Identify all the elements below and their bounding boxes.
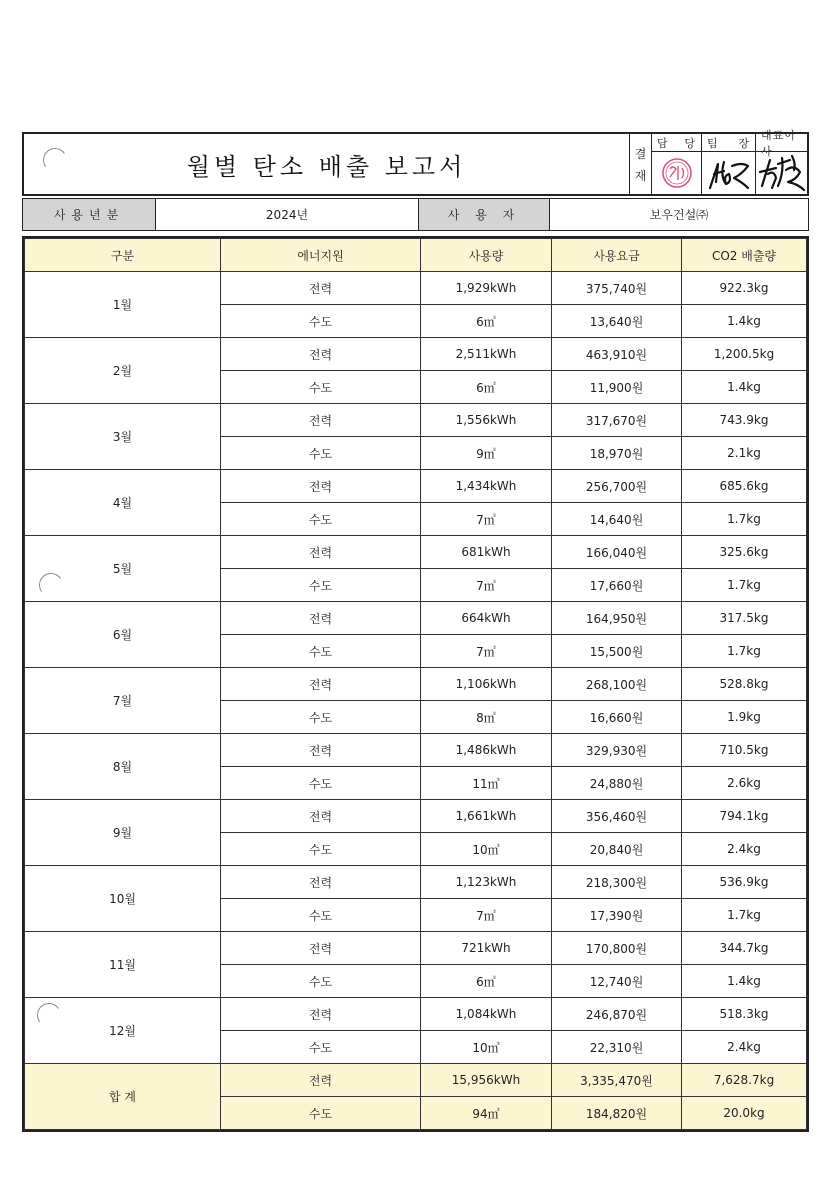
fee-cell: 15,500원 — [552, 635, 682, 668]
table-row — [25, 734, 807, 767]
usage-cell: 1,123kWh — [421, 866, 552, 899]
energy-source-cell: 전력 — [221, 536, 421, 569]
energy-source-cell: 수도 — [221, 899, 421, 932]
co2-cell: 7,628.7kg — [682, 1064, 807, 1097]
table-row — [25, 272, 807, 305]
month-label: 9월 — [25, 800, 221, 866]
fee-cell: 166,040원 — [552, 536, 682, 569]
co2-cell: 1.7kg — [682, 635, 807, 668]
table-row — [25, 998, 807, 1031]
month-label: 5월 — [25, 536, 221, 602]
usage-cell: 7㎥ — [421, 503, 552, 536]
usage-cell: 681kWh — [421, 536, 552, 569]
table-header-row — [25, 239, 807, 272]
fee-cell: 164,950원 — [552, 602, 682, 635]
co2-cell: 710.5kg — [682, 734, 807, 767]
table-row — [25, 404, 807, 437]
column-header: 에너지원 — [221, 239, 421, 272]
usage-cell: 11㎥ — [421, 767, 552, 800]
usage-cell: 1,556kWh — [421, 404, 552, 437]
usage-cell: 6㎥ — [421, 965, 552, 998]
approval-role: 대표이사 — [756, 134, 807, 152]
co2-cell: 685.6kg — [682, 470, 807, 503]
usage-cell: 1,434kWh — [421, 470, 552, 503]
year-value: 2024년 — [156, 199, 419, 230]
co2-cell: 1.7kg — [682, 569, 807, 602]
month-label: 3월 — [25, 404, 221, 470]
energy-source-cell: 전력 — [221, 338, 421, 371]
co2-cell: 1,200.5kg — [682, 338, 807, 371]
co2-cell: 2.6kg — [682, 767, 807, 800]
energy-source-cell: 수도 — [221, 701, 421, 734]
energy-source-cell: 전력 — [221, 404, 421, 437]
co2-cell: 2.4kg — [682, 1031, 807, 1064]
table-row — [25, 338, 807, 371]
usage-cell: 6㎥ — [421, 371, 552, 404]
energy-source-cell: 전력 — [221, 734, 421, 767]
month-label: 11월 — [25, 932, 221, 998]
fee-cell: 14,640원 — [552, 503, 682, 536]
usage-cell: 7㎥ — [421, 635, 552, 668]
fee-cell: 329,930원 — [552, 734, 682, 767]
co2-cell: 1.4kg — [682, 965, 807, 998]
fee-cell: 184,820원 — [552, 1097, 682, 1130]
co2-cell: 528.8kg — [682, 668, 807, 701]
energy-source-cell: 전력 — [221, 470, 421, 503]
handwritten-signature-icon — [702, 152, 756, 194]
table-row — [25, 668, 807, 701]
usage-cell: 94㎥ — [421, 1097, 552, 1130]
co2-cell: 1.4kg — [682, 371, 807, 404]
table-row — [25, 932, 807, 965]
fee-cell: 463,910원 — [552, 338, 682, 371]
energy-source-cell: 수도 — [221, 767, 421, 800]
usage-cell: 7㎥ — [421, 569, 552, 602]
month-label: 4월 — [25, 470, 221, 536]
approval-role: 담 당 — [652, 134, 701, 152]
co2-cell: 2.4kg — [682, 833, 807, 866]
table-row — [25, 602, 807, 635]
usage-cell: 15,956kWh — [421, 1064, 552, 1097]
co2-cell: 2.1kg — [682, 437, 807, 470]
table-row — [25, 866, 807, 899]
energy-source-cell: 전력 — [221, 272, 421, 305]
usage-cell: 2,511kWh — [421, 338, 552, 371]
usage-cell: 1,486kWh — [421, 734, 552, 767]
approval-team-leader — [702, 134, 756, 194]
co2-cell: 1.7kg — [682, 899, 807, 932]
usage-cell: 7㎥ — [421, 899, 552, 932]
fee-cell: 256,700원 — [552, 470, 682, 503]
energy-source-cell: 전력 — [221, 800, 421, 833]
energy-source-cell: 수도 — [221, 635, 421, 668]
fee-cell: 18,970원 — [552, 437, 682, 470]
co2-cell: 1.9kg — [682, 701, 807, 734]
co2-cell: 344.7kg — [682, 932, 807, 965]
fee-cell: 20,840원 — [552, 833, 682, 866]
fee-cell: 317,670원 — [552, 404, 682, 437]
co2-cell: 317.5kg — [682, 602, 807, 635]
fee-cell: 17,390원 — [552, 899, 682, 932]
approval-label — [630, 134, 652, 194]
fee-cell: 16,660원 — [552, 701, 682, 734]
approval-role: 팀 장 — [702, 134, 755, 152]
report-header — [22, 128, 809, 196]
usage-cell: 8㎥ — [421, 701, 552, 734]
fee-cell: 13,640원 — [552, 305, 682, 338]
energy-source-cell: 전력 — [221, 932, 421, 965]
energy-source-cell: 전력 — [221, 1064, 421, 1097]
info-row — [22, 198, 809, 231]
usage-cell: 9㎥ — [421, 437, 552, 470]
energy-source-cell: 전력 — [221, 668, 421, 701]
usage-cell: 1,661kWh — [421, 800, 552, 833]
approval-sign-box — [652, 152, 701, 194]
month-label: 12월 — [25, 998, 221, 1064]
month-label: 6월 — [25, 602, 221, 668]
column-header: 구분 — [25, 239, 221, 272]
fee-cell: 170,800원 — [552, 932, 682, 965]
handwritten-signature-icon — [756, 152, 807, 194]
energy-source-cell: 수도 — [221, 833, 421, 866]
month-label: 8월 — [25, 734, 221, 800]
month-label: 2월 — [25, 338, 221, 404]
energy-source-cell: 수도 — [221, 965, 421, 998]
total-label: 합 계 — [25, 1064, 221, 1130]
usage-cell: 1,084kWh — [421, 998, 552, 1031]
fee-cell: 17,660원 — [552, 569, 682, 602]
energy-source-cell: 수도 — [221, 503, 421, 536]
energy-source-cell: 수도 — [221, 1097, 421, 1130]
fee-cell: 356,460원 — [552, 800, 682, 833]
usage-cell: 6㎥ — [421, 305, 552, 338]
fee-cell: 22,310원 — [552, 1031, 682, 1064]
usage-cell: 664kWh — [421, 602, 552, 635]
fee-cell: 268,100원 — [552, 668, 682, 701]
fee-cell: 12,740원 — [552, 965, 682, 998]
usage-cell: 10㎥ — [421, 833, 552, 866]
approval-ceo — [756, 128, 807, 194]
table-row — [25, 800, 807, 833]
energy-source-cell: 수도 — [221, 371, 421, 404]
usage-cell: 721kWh — [421, 932, 552, 965]
co2-cell: 922.3kg — [682, 272, 807, 305]
co2-cell: 20.0kg — [682, 1097, 807, 1130]
column-header: 사용요금 — [552, 239, 682, 272]
energy-source-cell: 전력 — [221, 998, 421, 1031]
column-header: CO2 배출량 — [682, 239, 807, 272]
total-row — [25, 1064, 807, 1097]
co2-cell: 536.9kg — [682, 866, 807, 899]
co2-cell: 743.9kg — [682, 404, 807, 437]
fee-cell: 375,740원 — [552, 272, 682, 305]
column-header: 사용량 — [421, 239, 552, 272]
usage-cell: 1,106kWh — [421, 668, 552, 701]
co2-cell: 794.1kg — [682, 800, 807, 833]
energy-source-cell: 수도 — [221, 305, 421, 338]
usage-cell: 10㎥ — [421, 1031, 552, 1064]
emissions-table — [22, 236, 809, 1132]
co2-cell: 518.3kg — [682, 998, 807, 1031]
month-label: 1월 — [25, 272, 221, 338]
year-label: 사용년분 — [23, 199, 156, 230]
user-value: 보우건설㈜ — [649, 208, 709, 222]
seal-stamp-icon — [652, 152, 702, 194]
month-label: 10월 — [25, 866, 221, 932]
energy-source-cell: 전력 — [221, 866, 421, 899]
usage-cell: 1,929kWh — [421, 272, 552, 305]
fee-cell: 3,335,470원 — [552, 1064, 682, 1097]
energy-source-cell: 수도 — [221, 1031, 421, 1064]
co2-cell: 1.4kg — [682, 305, 807, 338]
page-title: 월별 탄소 배출 보고서 — [24, 134, 630, 194]
approval-label-char: 재 — [634, 168, 647, 183]
energy-source-cell: 전력 — [221, 602, 421, 635]
month-label: 7월 — [25, 668, 221, 734]
user-label: 사 용 자 — [419, 199, 550, 230]
fee-cell: 24,880원 — [552, 767, 682, 800]
energy-source-cell: 수도 — [221, 569, 421, 602]
co2-cell: 325.6kg — [682, 536, 807, 569]
co2-cell: 1.7kg — [682, 503, 807, 536]
energy-source-cell: 수도 — [221, 437, 421, 470]
table-row — [25, 536, 807, 569]
fee-cell: 218,300원 — [552, 866, 682, 899]
fee-cell: 11,900원 — [552, 371, 682, 404]
approval-sign-box — [702, 152, 755, 194]
approval-label-char: 결 — [634, 146, 647, 161]
approval-sign-box — [756, 152, 807, 194]
table-row — [25, 470, 807, 503]
fee-cell: 246,870원 — [552, 998, 682, 1031]
approval-staff — [652, 134, 702, 194]
